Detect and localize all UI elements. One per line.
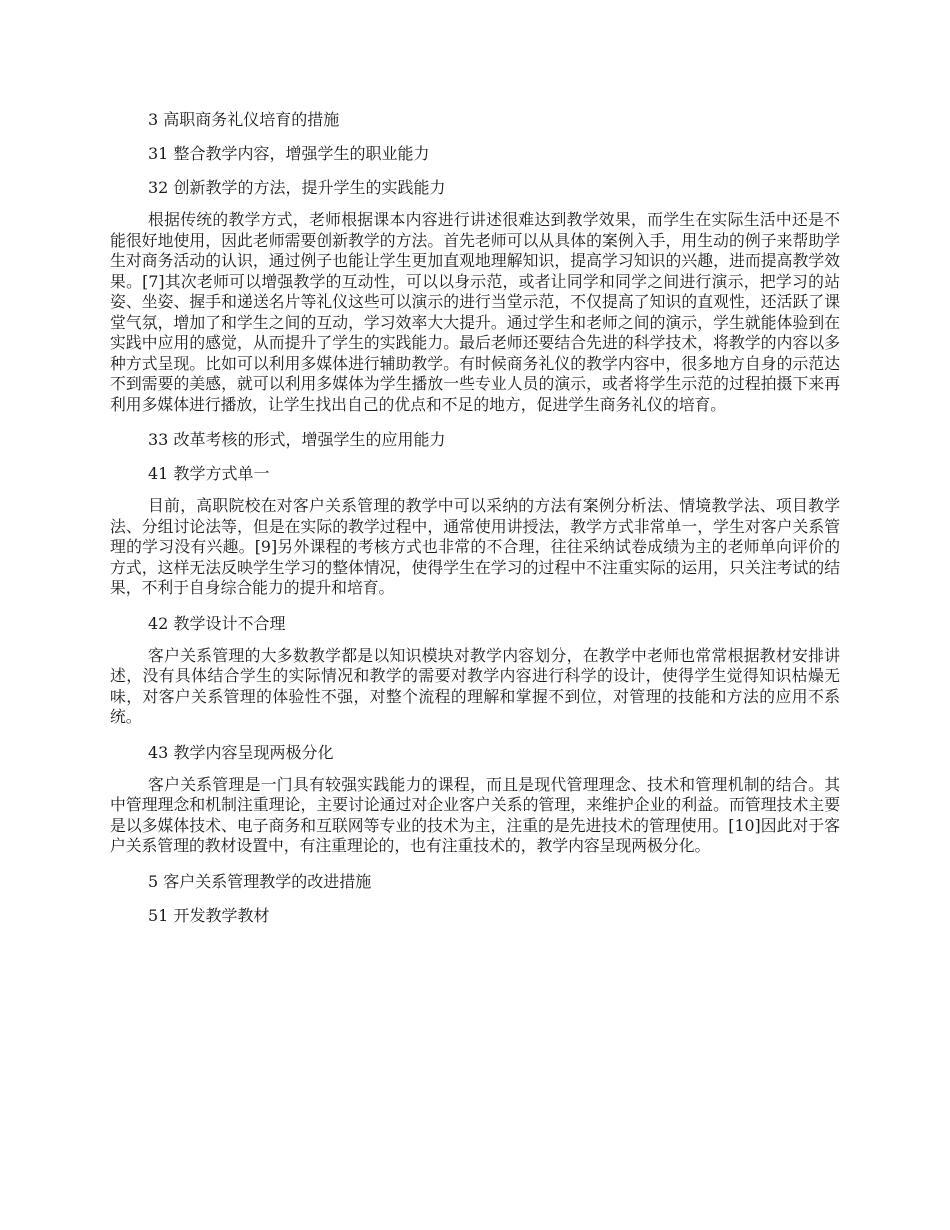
- subsection-heading: 43 教学内容呈现两极分化: [148, 742, 334, 762]
- subsection-heading: 51 开发教学教材: [148, 905, 270, 925]
- subsection-heading: 42 教学设计不合理: [148, 613, 286, 633]
- body-paragraph: 客户关系管理的大多数教学都是以知识模块对教学内容划分，在教学中老师也常常根据教材安排讲述，没有具体结合学生的实际情况和教学的需要对教学内容进行科学的设计，使得学生觉得知识枯燥无味，对客户关系管理的体验性不强，对整个流程的理解和掌握不到位，对管理的技能和方法的应用不系统。: [110, 645, 840, 726]
- subsection-heading: 33 改革考核的形式，增强学生的应用能力: [148, 430, 446, 449]
- subsection-heading: 41 教学方式单一: [148, 464, 270, 483]
- document-page: [110, 108, 840, 938]
- body-paragraph: 目前，高职院校在对客户关系管理的教学中可以采纳的方法有案例分析法、情境教学法、项目教学法、分组讨论法等，但是在实际的教学过程中，通常使用讲授法，教学方式非常单一，学生对客户关系管理的学习没有兴趣。[9]另外课程的考核方式也非常的不合理，往往采纳试卷成绩为主的老师单向评价的方式，这样无法反映学生学习的整体情况，使得学生在学习的过程中不注重实际的运用，只关注考试的结果，不利于自身综合能力的提升和培育。: [110, 496, 840, 597]
- section-heading: 5 客户关系管理教学的改进措施: [148, 871, 372, 891]
- body-paragraph: 客户关系管理是一门具有较强实践能力的课程，而且是现代管理理念、技术和管理机制的结合。其中管理理念和机制注重理论，主要讨论通过对企业客户关系的管理，来维护企业的利益。而管理技术主要是以多媒体技术、电子商务和互联网等专业的技术为主，注重的是先进技术的管理使用。[10]因此对于客户关系管理的教材设置中，有注重理论的，也有注重技术的，教学内容呈现两极分化。: [110, 774, 840, 855]
- section-heading: 3 高职商务礼仪培育的措施: [148, 110, 340, 129]
- subsection-heading: 31 整合教学内容，增强学生的职业能力: [148, 144, 430, 163]
- body-paragraph: 根据传统的教学方式，老师根据课本内容进行讲述很难达到教学效果，而学生在实际生活中还是不能很好地使用，因此老师需要创新教学的方法。首先老师可以从具体的案例入手，用生动的例子来帮助学生对商务活动的认识，通过例子也能让学生更加直观地理解知识，提高学习知识的兴趣，进而提高教学效果。[7]其次老师可以增强教学的互动性，可以以身示范，或者让同学和同学之间进行演示，把学习的站姿、坐姿、握手和递送名片等礼仪这些可以演示的进行当堂示范，不仅提高了知识的直观性，还活跃了课堂气氛，增加了和学生之间的互动，学习效率大大提升。通过学生和老师之间的演示，学生就能体验到在实践中应用的感觉，从而提升了学生的实践能力。最后老师还要结合先进的科学技术，将教学的内容以多种方式呈现。比如可以利用多媒体进行辅助教学。有时候商务礼仪的教学内容中，很多地方自身的示范达不到需要的美感，就可以利用多媒体为学生播放一些专业人员的演示，或者将学生示范的过程拍摄下来再利用多媒体进行播放，让学生找出自己的优点和不足的地方，促进学生商务礼仪的培育。: [110, 210, 840, 414]
- subsection-heading: 32 创新教学的方法，提升学生的实践能力: [148, 178, 446, 197]
